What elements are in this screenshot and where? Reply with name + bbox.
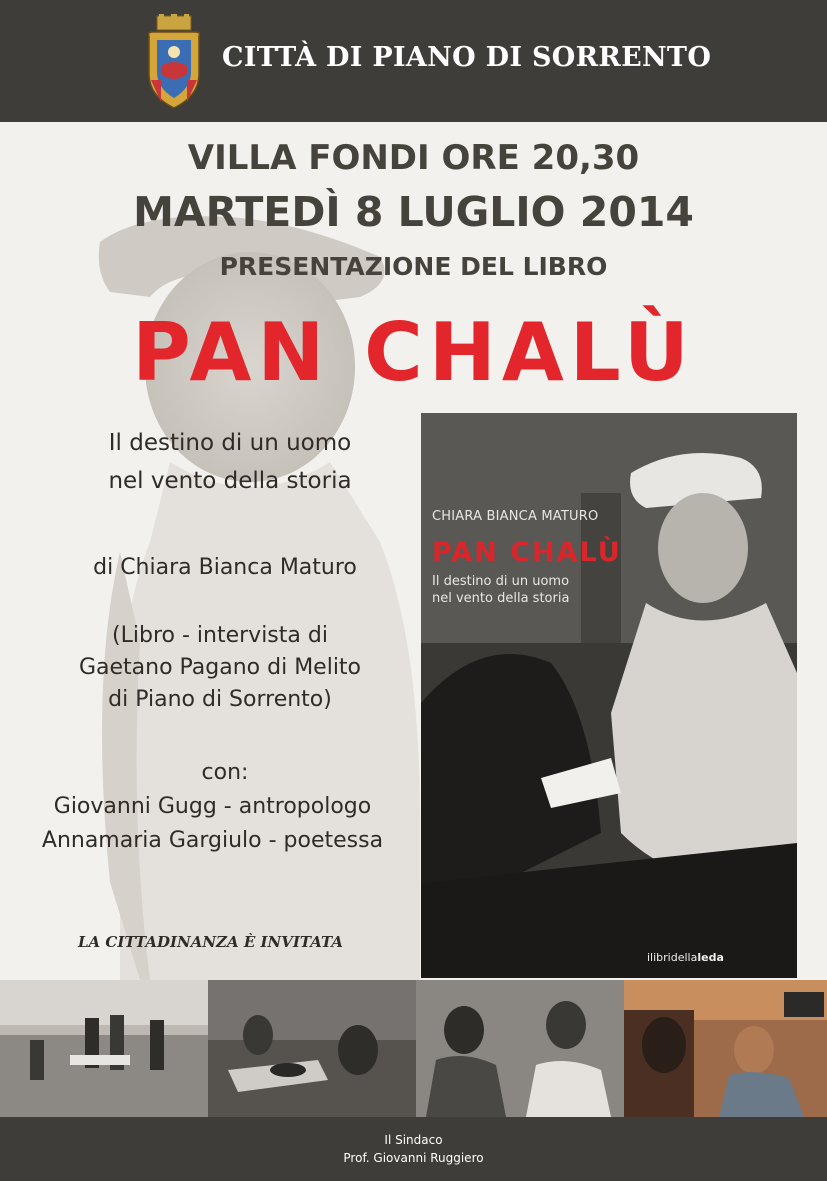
mayor-label: Il Sindaco — [384, 1133, 443, 1147]
event-date: MARTEDÌ 8 LUGLIO 2014 — [133, 188, 694, 236]
city-title: CITTÀ DI PIANO DI SORRENTO — [222, 42, 712, 73]
book-author: di Chiara Bianca Maturo — [93, 555, 357, 580]
coat-of-arms-icon — [143, 14, 205, 110]
presentation-intro: PRESENTAZIONE DEL LIBRO — [219, 252, 608, 281]
book-subtitle — [40, 424, 420, 500]
interview-line: di Piano di Sorrento) — [108, 687, 332, 712]
cover-subtitle-line: nel vento della storia — [432, 591, 570, 606]
subtitle-line: nel vento della storia — [108, 468, 352, 494]
venue-time: VILLA FONDI ORE 20,30 — [187, 138, 640, 178]
header-bar — [0, 0, 827, 122]
mayor-name: Prof. Giovanni Ruggiero — [343, 1151, 484, 1165]
historic-photo-table — [208, 980, 416, 1117]
photo-strip — [0, 980, 827, 1117]
guest-list — [0, 790, 425, 858]
cover-subtitle — [432, 573, 569, 607]
historic-photo-group — [0, 980, 208, 1117]
historic-photo-conversation — [416, 980, 624, 1117]
book-cover — [421, 413, 797, 978]
cover-title: PAN CHALÙ — [432, 537, 622, 568]
subtitle-line: Il destino di un uomo — [108, 430, 352, 456]
publisher-logo — [647, 951, 724, 964]
publisher-bold: leda — [697, 951, 724, 964]
interview-line: Gaetano Pagano di Melito — [78, 655, 362, 680]
footer-bar — [0, 1117, 827, 1181]
interview-note — [30, 620, 410, 716]
publisher-prefix: ilibridella — [647, 951, 698, 964]
invitation-text: LA CITTADINANZA È INVITATA — [78, 933, 344, 951]
guest-item: Annamaria Gargiulo - poetessa — [41, 828, 384, 853]
cover-subtitle-line: Il destino di un uomo — [432, 574, 570, 589]
book-title: PAN CHALÙ — [132, 306, 695, 399]
cover-author: CHIARA BIANCA MATURO — [432, 509, 599, 524]
con-label: con: — [201, 760, 249, 785]
guest-item: Giovanni Gugg - antropologo — [53, 794, 372, 819]
historic-photo-color — [624, 980, 827, 1117]
cover-photo — [421, 413, 797, 978]
interview-line: (Libro - intervista di — [112, 623, 328, 648]
